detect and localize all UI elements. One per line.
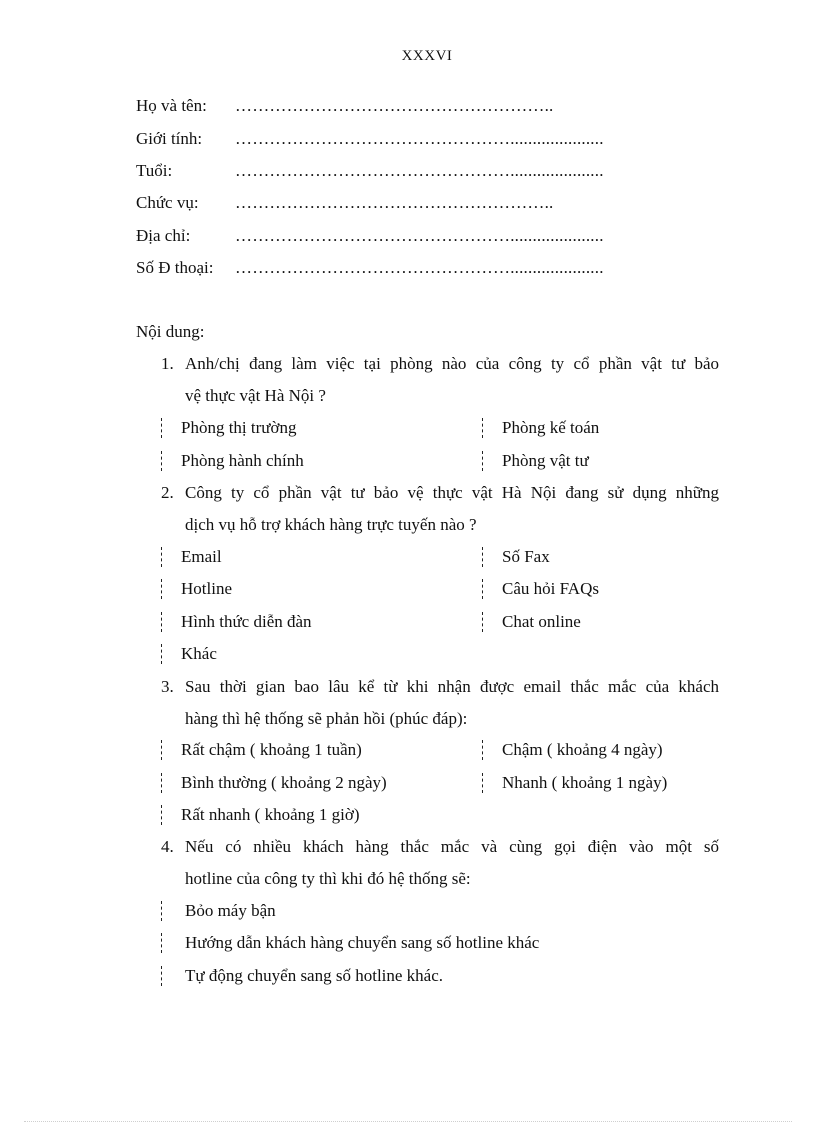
checkbox-icon[interactable] [161, 740, 162, 760]
field-label-name: Họ và tên: [136, 96, 207, 115]
question-text-line: Nếu có nhiều khách hàng thắc mắc và cùng gọi điện vào một số [185, 837, 719, 856]
page-number: XXXVI [401, 48, 453, 64]
question-text-line: dịch vụ hỗ trợ khách hàng trực tuyến nào ? [185, 515, 477, 534]
checkbox-icon[interactable] [161, 805, 162, 825]
checkbox-icon[interactable] [482, 579, 483, 599]
option-label: Email [181, 547, 222, 566]
checkbox-icon[interactable] [482, 740, 483, 760]
checkbox-icon[interactable] [161, 579, 162, 599]
content-heading: Nội dung: [136, 322, 205, 341]
question-number: 2. [161, 483, 174, 502]
option-label: Bình thường ( khoảng 2 ngày) [181, 773, 387, 792]
question-text-line: Sau thời gian bao lâu kể từ khi nhận được email thắc mắc của khách [185, 677, 719, 696]
question-text-line: Công ty cổ phần vật tư bảo vệ thực vật Hà Nội đang sử dụng những [185, 483, 719, 502]
checkbox-icon[interactable] [482, 773, 483, 793]
page-bottom-border [24, 1121, 792, 1122]
option-label: Câu hỏi FAQs [502, 579, 599, 598]
checkbox-icon[interactable] [161, 547, 162, 567]
checkbox-icon[interactable] [161, 644, 162, 664]
option-label: Nhanh ( khoảng 1 ngày) [502, 773, 668, 792]
option-label: Bỏo máy bận [185, 901, 276, 920]
field-blank-address[interactable]: …………………………………………..................... [235, 226, 604, 245]
option-label: Tự động chuyển sang số hotline khác. [185, 966, 444, 985]
option-label: Chat online [502, 612, 581, 631]
question-text-line: hàng thì hệ thống sẽ phản hồi (phúc đáp): [185, 709, 468, 728]
option-label: Rất nhanh ( khoảng 1 giờ) [181, 805, 360, 824]
option-label: Phòng vật tư [502, 451, 589, 470]
question-number: 1. [161, 354, 174, 373]
question-text-line: hotline của công ty thì khi đó hệ thống sẽ: [185, 869, 471, 888]
option-label: Phòng hành chính [181, 451, 304, 470]
checkbox-icon[interactable] [161, 612, 162, 632]
option-label: Chậm ( khoảng 4 ngày) [502, 740, 663, 759]
option-label: Hướng dẫn khách hàng chuyển sang số hotline khác [185, 933, 540, 952]
field-blank-phone[interactable]: …………………………………………..................... [235, 258, 604, 277]
field-label-position: Chức vụ: [136, 193, 199, 212]
checkbox-icon[interactable] [161, 966, 162, 986]
option-label: Số Fax [502, 547, 550, 566]
option-label: Phòng kế toán [502, 418, 600, 437]
checkbox-icon[interactable] [482, 612, 483, 632]
question-text-line: vệ thực vật Hà Nội ? [185, 386, 326, 405]
option-label: Hotline [181, 579, 232, 598]
option-label: Rất chậm ( khoảng 1 tuần) [181, 740, 362, 759]
question-text-line: Anh/chị đang làm việc tại phòng nào của công ty cổ phần vật tư bảo [185, 354, 719, 373]
field-blank-age[interactable]: …………………………………………..................... [235, 161, 604, 180]
checkbox-icon[interactable] [161, 418, 162, 438]
question-number: 3. [161, 677, 174, 696]
checkbox-icon[interactable] [161, 451, 162, 471]
field-label-phone: Số Đ thoại: [136, 258, 214, 277]
checkbox-icon[interactable] [161, 901, 162, 921]
checkbox-icon[interactable] [161, 933, 162, 953]
question-number: 4. [161, 837, 174, 856]
field-blank-position[interactable]: ……………………………………………….. [235, 193, 554, 212]
field-label-address: Địa chỉ: [136, 226, 191, 245]
checkbox-icon[interactable] [482, 451, 483, 471]
field-label-gender: Giới tính: [136, 129, 203, 148]
option-label: Phòng thị trường [181, 418, 297, 437]
field-label-age: Tuổi: [136, 161, 173, 180]
field-blank-name[interactable]: ……………………………………………….. [235, 96, 554, 115]
checkbox-icon[interactable] [482, 547, 483, 567]
checkbox-icon[interactable] [161, 773, 162, 793]
option-label: Hình thức diễn đàn [181, 612, 312, 631]
field-blank-gender[interactable]: …………………………………………..................... [235, 129, 604, 148]
option-label: Khác [181, 644, 217, 663]
checkbox-icon[interactable] [482, 418, 483, 438]
